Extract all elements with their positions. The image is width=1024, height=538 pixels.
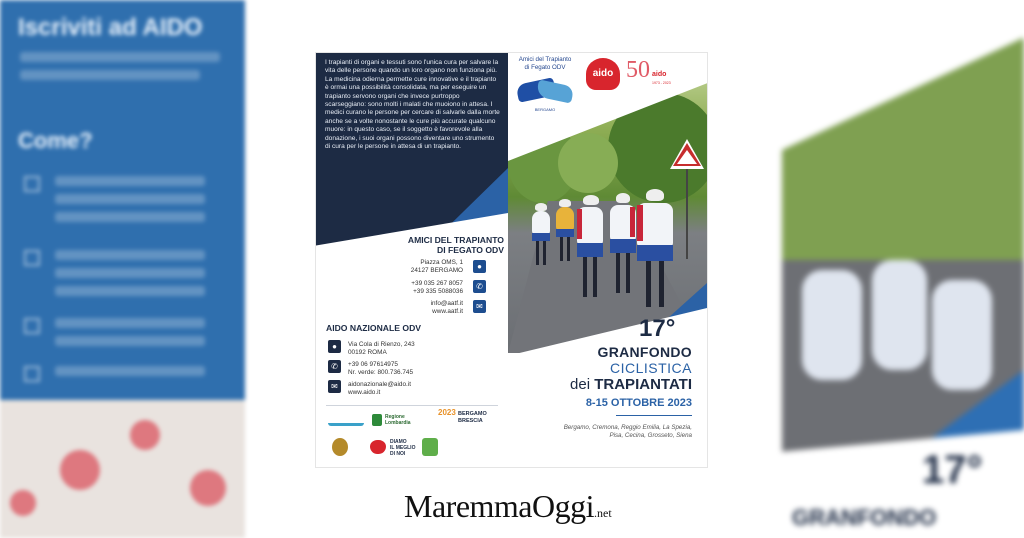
org1-contacts (356, 300, 463, 315)
sponsor-logos (326, 405, 498, 461)
lombardia-logo: Regione Lombardia (372, 412, 424, 430)
handshake-icon (515, 73, 575, 107)
location-icon: ● (473, 260, 486, 273)
background-left-heading: Iscriviti ad AIDO (18, 14, 203, 41)
org2-phones: +39 06 97614975 Nr. verde: 800.736.745 (348, 361, 414, 376)
sponsor-logo (328, 416, 364, 426)
background-right-panel (782, 0, 1024, 538)
amici-trapianto-logo: Amici del Trapianto di Fegato ODV BERGAMO (512, 56, 578, 112)
background-left-panel (0, 0, 245, 538)
event-title-line1: GRANFONDO (597, 344, 692, 360)
edition-number: 17° (639, 315, 676, 342)
heart-icon (370, 440, 386, 454)
org1-phones: +39 035 267 8057 +39 335 5088036 (411, 280, 463, 295)
background-left-subheading: Come? (18, 128, 93, 153)
org2-title: AIDO NAZIONALE ODV (326, 323, 422, 333)
org1-title: AMICI DEL TRAPIANTO DI FEGATO ODV (407, 235, 504, 255)
org1-address: Piazza OMS, 1 24127 BERGAMO (410, 259, 463, 274)
bergamo-brescia-label: BERGAMO BRESCIA (458, 411, 487, 424)
sponsor-logo (422, 438, 438, 456)
cyclist (574, 195, 606, 315)
event-flyer (316, 53, 707, 467)
cyclist (530, 203, 552, 273)
background-right-word: GRANFONDO (792, 505, 937, 530)
event-title-line3: dei TRAPIANTATI (570, 376, 692, 393)
org2-email[interactable]: aidonazionale@aido.it (348, 381, 411, 388)
maremmaoggi-logo[interactable]: MaremmaOggi.net (404, 488, 612, 524)
aido-50-years-logo: 50 aido 1973 - 2023 (626, 57, 671, 85)
event-cities: Bergamo, Cremona, Reggio Emilia, La Spezia, Pisa, Cecina, Grosseto, Siena (563, 424, 692, 439)
divider (616, 415, 692, 416)
cyclist (634, 189, 676, 319)
bergamo-brescia-2023-logo: 2023 (438, 408, 456, 417)
diamo-il-meglio-logo: DIAMO IL MEGLIO DI NOI (390, 439, 416, 457)
event-dates: 8-15 OTTOBRE 2023 (585, 397, 692, 409)
aido-logo: aido (586, 58, 620, 92)
org2-contacts (348, 381, 411, 396)
org1-website[interactable]: www.aatf.it (432, 307, 463, 315)
mail-icon: ✉ (473, 300, 486, 313)
location-icon: ● (328, 340, 341, 353)
mail-icon: ✉ (328, 380, 341, 393)
org2-website[interactable]: www.aido.it (348, 388, 381, 396)
org2-address: Via Cola di Rienzo, 243 00192 ROMA (348, 341, 415, 356)
phone-icon: ✆ (473, 280, 486, 293)
org1-email[interactable]: info@aatf.it (430, 300, 463, 307)
phone-icon: ✆ (328, 360, 341, 373)
crest-logo (332, 438, 348, 456)
background-right-number: 17° (922, 448, 983, 492)
cyclist (554, 199, 576, 269)
intro-text: I trapianti di organi e tessuti sono l'unica cura per salvare la vita delle persone quando un loro organo non funziona più. La medicina odierna permette cure innovative e il trapianto è ormai una possibilità consolidata, ma per eseguire un trapianto servono organi che invece purtroppo scarseggiano: sono molti i malati che muoiono in attesa. I medici curano le persone per cercare di salvarle dalla morte anche se a volte nonostante le cure più accurate qualcuno muore: in questo caso, se il soggetto è favorevole alla donazione, i suoi organi possono diventare uno strumento di cura per le persone in attesa di un trapianto. (325, 59, 500, 151)
event-title-line2: CICLISTICA (609, 360, 692, 376)
